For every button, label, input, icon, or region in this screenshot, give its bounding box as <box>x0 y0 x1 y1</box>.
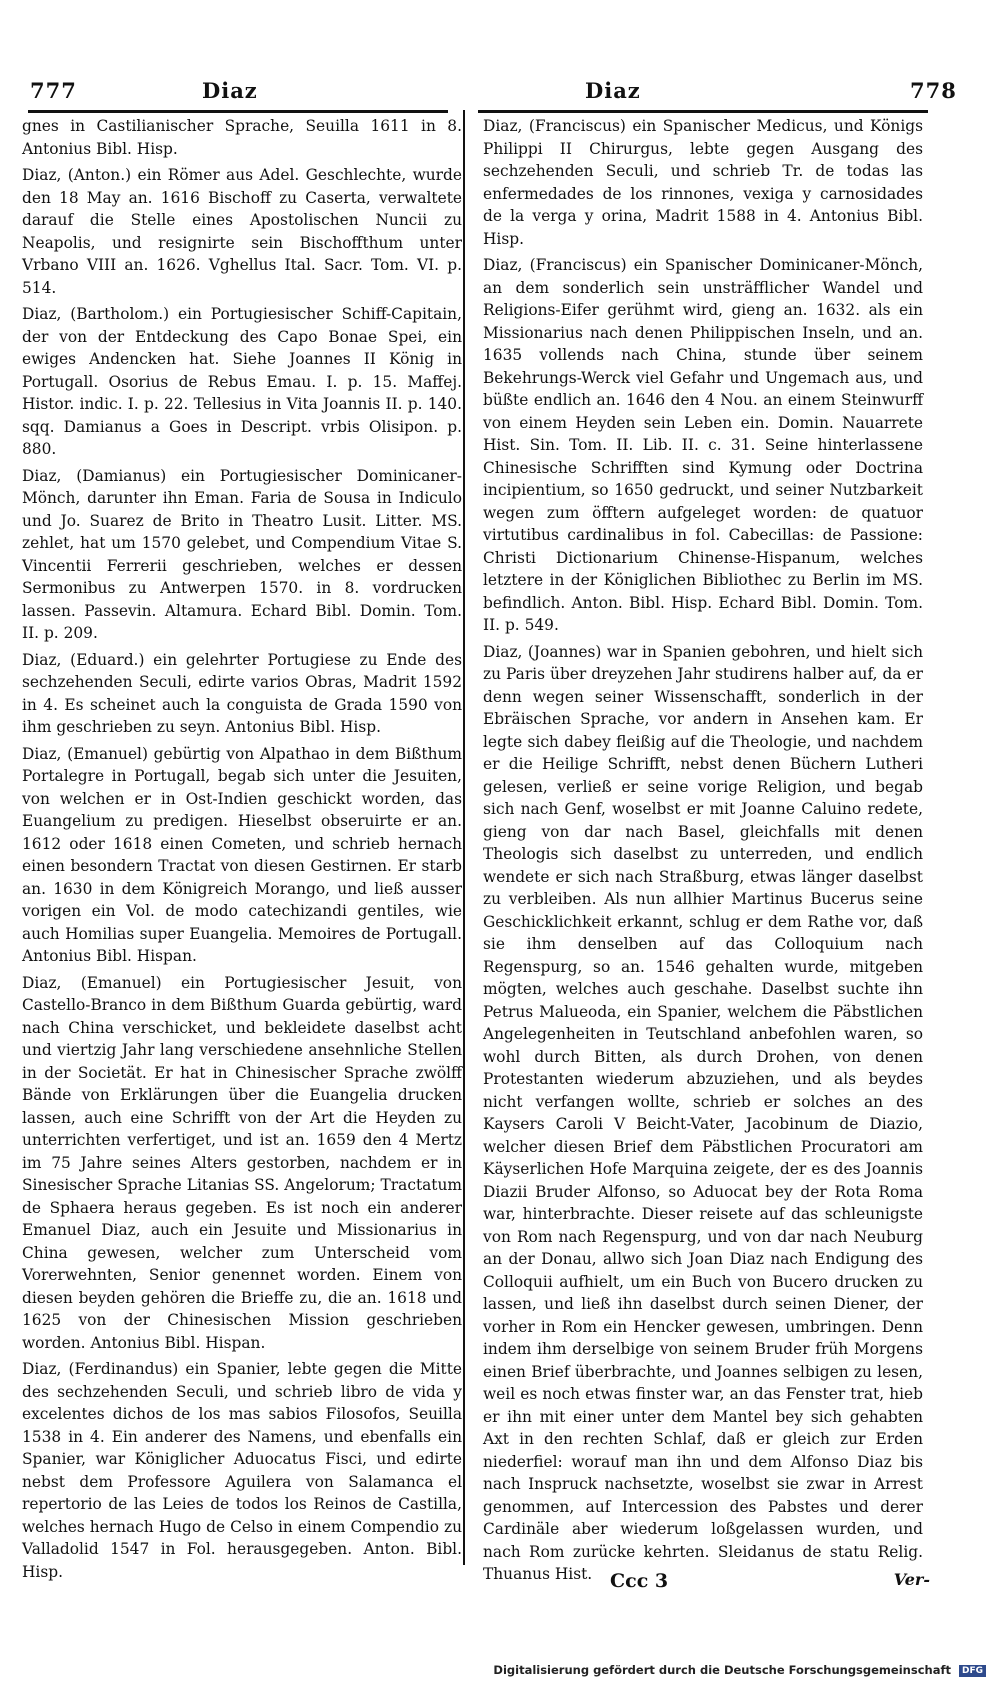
entry: Diaz, (Bartholom.) ein Portugiesischer Schiff-Capitain, der von der Entdeckung des Capo Bonae Spei, ein ewiges Andencken hat. Siehe Joannes II König in Portugall. Osorius de Rebus Emau. I. p. 15. Maffej. Histor. indic. I. p. 22. Tellesius in Vita Joannis II. p. 140. sqq. Damianus a Goes in Descript. vrbis Olisipon. p. 880. <box>22 305 462 458</box>
entry: Diaz, (Ferdinandus) ein Spanier, lebte gegen die Mitte des sechzehenden Seculi, und schrieb libro de vida y excelentes dichos de los mas sabios Filosofos, Seuilla 1538 in 4. Ein anderer des Namens, und ebenfalls ein Spanier, war Königlicher Aduocatus Fisci, und edirte nebst dem Professore Aguilera von Salamanca el repertorio de las Leies de todos los Reinos de Castilla, welches hernach Hugo de Celso in einem Compendio zu Valladolid 1547 in Fol. herausgegeben. Anton. Bibl. Hisp. <box>22 1360 462 1581</box>
entry: Diaz, (Franciscus) ein Spanischer Dominicaner-Mönch, an dem sonderlich sein unsträfflicher Wandel und Religions-Eifer gerühmt wird, gieng an. 1632. als ein Missionarius nach denen Philippischen Inseln, und an. 1635 vollends nach China, stunde über seinem Bekehrungs-Werck viel Gefahr und Ungemach aus, und büßte endlich an. 1646 den 4 Nou. an einem Steinwurff von einem Heyden sein Leben ein. Domin. Nauarrete Hist. Sin. Tom. II. Lib. II. c. 31. Seine hinterlassene Chinesische Schrifften sind Kymung oder Doctrina incipientium, so 1650 gedruckt, und seiner Nutzbarkeit wegen zum öfftern aufgeleget worden: de quatuor virtutibus cardinalibus in fol. Cabecillas: de Passione: Christi Dictionarium Chinense-Hispanum, welches letztere in der Königlichen Bibliothec zu Berlin im MS. befindlich. Anton. Bibl. Hisp. Echard Bibl. Domin. Tom. II. p. 549. <box>483 256 923 634</box>
left-running-title: Diaz <box>202 78 258 103</box>
entry: Diaz, (Franciscus) ein Spanischer Medicus, und Königs Philippi II Chirurgus, lebte gegen Ausgang des sechzehenden Seculi, und schrieb Tr. de todas las enfermedades de los rinnones, vexiga y carnosidades de la verga y orina, Madrit 1588 in 4. Antonius Bibl. Hisp. <box>483 117 923 248</box>
left-header-rule <box>28 110 448 113</box>
entry: Diaz, (Emanuel) gebürtig von Alpathao in dem Bißthum Portalegre in Portugall, begab sich unter die Jesuiten, von welchen er in Ost-Indien geschickt worden, das Euangelium zu predigen. Hieselbst obseruirte er an. 1612 oder 1618 einen Cometen, und schrieb hernach einen besondern Tractat von diesen Gestirnen. Er starb an. 1630 in dem Königreich Morango, und ließ ausser vorigen ein Vol. de modo catechizandi gentiles, wie auch Homilias super Euangelia. Memoires de Portugall. Antonius Bibl. Hispan. <box>22 744 462 965</box>
entry: Diaz, (Emanuel) ein Portugiesischer Jesuit, von Castello-Branco in dem Bißthum Guarda gebürtig, ward nach China verschicket, und bekleidete daselbst acht und viertzig Jahr lang verschiedene ansehnliche Stellen in der Societät. Er hat in Chinesischer Sprache zwölff Bände von Erklärungen über die Euangelia drucken lassen, auch eine Schrifft von der Art die Heyden zu unterrichten verfertiget, und ist an. 1659 den 4 Mertz im 75 Jahre seines Alters gestorben, nachdem er in Sinesischer Sprache Litanias SS. Angelorum; Tractatum de Sphaera heraus gegeben. Es ist noch ein anderer Emanuel Diaz, auch ein Jesuite und Missionarius in China gewesen, welcher zum Unterscheid vom Vorerwehnten, Senior genennet worden. Einem von diesen beyden gehören die Brieffe zu, die an. 1618 und 1625 von der Chinesischen Mission geschrieben worden. Antonius Bibl. Hispan. <box>22 973 462 1352</box>
digitization-footer <box>493 1663 986 1677</box>
right-running-title: Diaz <box>585 78 641 103</box>
entry: Diaz, (Joannes) war in Spanien gebohren, und hielt sich zu Paris über dreyzehen Jahr studirens halber auf, da er denn wegen seiner Wissenschafft, sonderlich in der Ebräischen Sprache, vor andern in Ansehen kam. Er legte sich dabey fleißig auf die Theologie, und nachdem er die Heilige Schrifft, nebst denen Büchern Lutheri gelesen, verließ er seine vorige Religion, und begab sich nach Genf, woselbst er mit Joanne Caluino redete, gieng von dar nach Basel, gleichfalls mit denen Theologis sich daselbst zu unterreden, und endlich wendete er sich nach Straßburg, etwas länger daselbst zu verbleiben. Als nun allhier Martinus Bucerus seine Geschicklichkeit erkannt, schlug er dem Rathe vor, daß sie ihm denselben auf das Colloquium nach Regenspurg, so an. 1546 gehalten wurde, mitgeben mögten, welches auch geschahe. Daselbst suchte ihn Petrus Malueoda, ein Spanier, welchem die Päbstlichen Angelegenheiten in Teutschland anbefohlen waren, so wohl durch Bitten, als durch Drohen, von denen Protestanten wiederum abzuziehen, und als beydes nicht verfangen wollte, schrieb er solches an des Kaysers Caroli V Beicht-Vater, Jacobinum de Diazio, welcher diesen Brief dem Päbstlichen Procuratori am Käyserlichen Hofe Marquina zeigete, der es des Joannis Diazii Bruder Alfonso, so Aduocat bey der Rota Roma war, hinterbrachte. Dieser reisete auf das schleunigste von Rom nach Regenspurg, und von dar nach Neuburg an der Donau, allwo sich Joan Diaz nach Endigung des Colloquii aufhielt, um ein Buch von Bucero drucken zu lassen, und ließ ihn daselbst durch seinen Diener, der vorher in Rom ein Hencker gewesen, umbringen. Denn indem ihm derselbige von seinem Bruder früh Morgens einen Brief überbrachte, und Joannes selbigen zu lesen, weil es noch etwas finster war, an das Fenster trat, hieb er ihn mit einer unter dem Mantel bey sich gehabten Axt in den rechten Schlaf, daß er gleich zur Erden niederfiel: worauf man ihn und dem Alfonso Diaz bis nach Inspruck nachsetzte, woselbst sie zwar in Arrest genommen, auf Intercession des Pabstes und derer Cardinäle aber wiederum loßgelassen wurden, und nach Rom zurücke kehrten. Sleidanus de statu Relig. Thuanus Hist. <box>483 642 923 1583</box>
entry: Diaz, (Anton.) ein Römer aus Adel. Geschlechte, wurde den 18 May an. 1616 Bischoff zu Caserta, verwaltete darauf die Stelle eines Apostolischen Nuncii zu Neapolis, und resignirte sein Bischoffthum unter Vrbano VIII an. 1626. Vghellus Ital. Sacr. Tom. VI. p. 514. <box>22 166 462 297</box>
right-column <box>483 115 923 1590</box>
catchword: Ver- <box>893 1570 930 1589</box>
dfg-logo: DFG <box>959 1665 986 1677</box>
left-column <box>22 115 462 1587</box>
right-header-rule <box>478 110 928 113</box>
entry: Diaz, (Eduard.) ein gelehrter Portugiese zu Ende des sechzehenden Seculi, edirte varios Obras, Madrit 1592 in 4. Es scheinet auch la conguista de Grada 1590 von ihm geschrieben zu seyn. Antonius Bibl. Hisp. <box>22 650 462 736</box>
column-divider <box>463 110 465 1565</box>
entry: Diaz, (Damianus) ein Portugiesischer Dominicaner-Mönch, darunter ihn Eman. Faria de Sousa in Indiculo und Jo. Suarez de Brito in Theatro Lusit. Litter. MS. zehlet, hat um 1570 gelebet, und Compendium Vitae S. Vincentii Ferrerii geschrieben, welches er dessen Sermonibus zu Antwerpen 1570. in 8. vordrucken lassen. Passevin. Altamura. Echard Bibl. Domin. Tom. II. p. 209. <box>22 466 462 642</box>
left-page-number: 777 <box>30 78 77 103</box>
signature-mark: Ccc 3 <box>610 1570 669 1592</box>
right-page-number: 778 <box>910 78 957 103</box>
footer-text: Digitalisierung gefördert durch die Deutsche Forschungsgemeinschaft <box>493 1663 951 1677</box>
entry: gnes in Castilianischer Sprache, Seuilla 1611 in 8. Antonius Bibl. Hisp. <box>22 117 462 158</box>
